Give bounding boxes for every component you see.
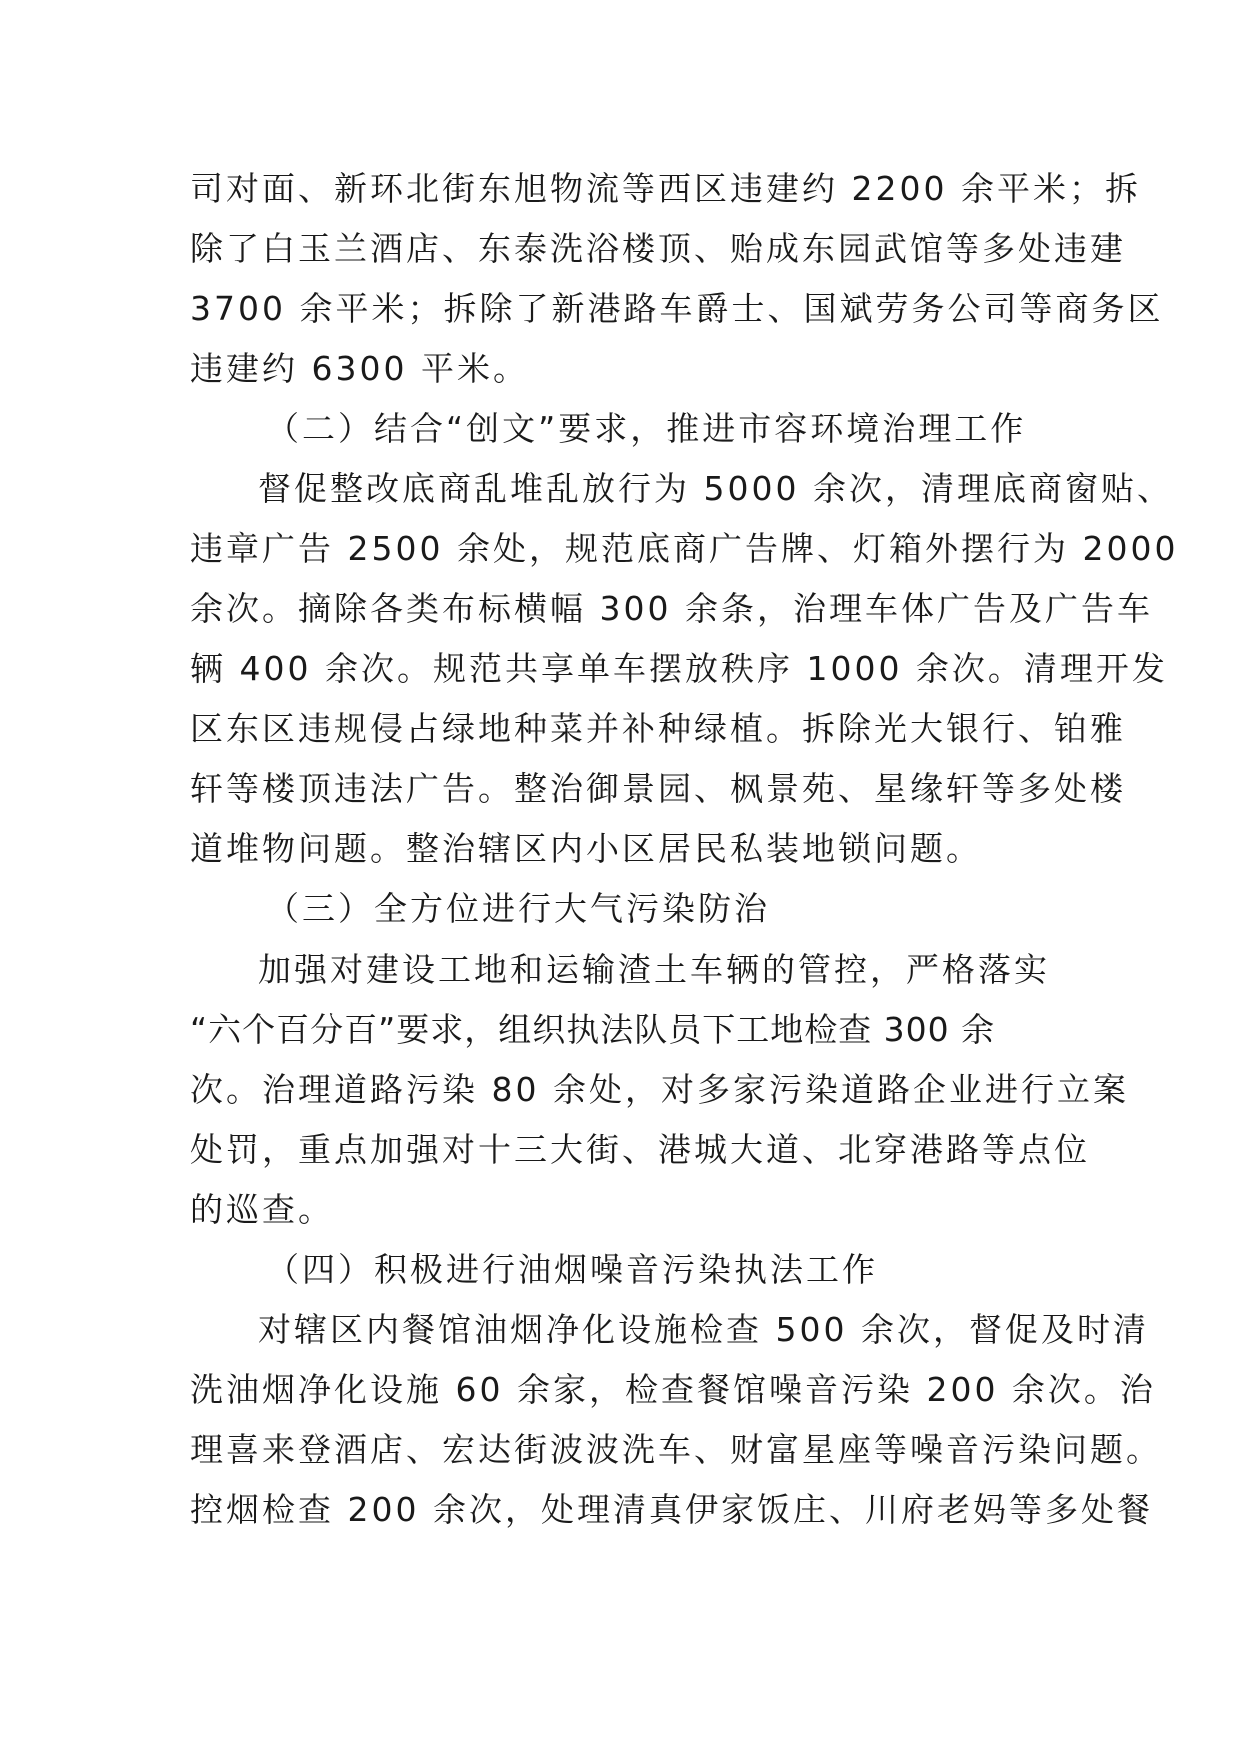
body-line: 违章广告 2500 余处，规范底商广告牌、灯箱外摆行为 2000 [190,529,1179,568]
body-line: 辆 400 余次。规范共享单车摆放秩序 1000 余次。清理开发 [190,649,1168,688]
body-line: 违建约 6300 平米。 [190,349,529,388]
body-line: 次。治理道路污染 80 余处，对多家污染道路企业进行立案 [190,1070,1129,1109]
body-line: 洗油烟净化设施 60 余家，检查餐馆噪音污染 200 余次。治 [190,1370,1156,1409]
body-line: 轩等楼顶违法广告。整治御景园、枫景苑、星缘轩等多处楼 [190,769,1126,808]
body-line: 处罚，重点加强对十三大街、港城大道、北穿港路等点位 [190,1130,1090,1169]
body-line: 的巡查。 [190,1190,334,1229]
body-line: 道堆物问题。整治辖区内小区居民私装地锁问题。 [190,829,982,868]
section-heading-3: （三）全方位进行大气污染防治 [266,889,770,928]
body-line: 除了白玉兰酒店、东泰洗浴楼顶、贻成东园武馆等多处违建 [190,229,1126,268]
body-line: 加强对建设工地和运输渣土车辆的管控，严格落实 [258,950,1050,989]
body-line: “六个百分百”要求，组织执法队员下工地检查 300 余 [190,1010,996,1049]
section-heading-4: （四）积极进行油烟噪音污染执法工作 [266,1250,878,1289]
section-heading-2: （二）结合“创文”要求，推进市容环境治理工作 [266,409,1027,448]
body-line: 区东区违规侵占绿地种菜并补种绿植。拆除光大银行、铂雅 [190,709,1126,748]
body-line: 余次。摘除各类布标横幅 300 余条，治理车体广告及广告车 [190,589,1153,628]
body-line: 控烟检查 200 余次，处理清真伊家饭庄、川府老妈等多处餐 [190,1490,1153,1529]
body-line: 理喜来登酒店、宏达街波波洗车、财富星座等噪音污染问题。 [190,1430,1162,1469]
body-line: 3700 余平米；拆除了新港路车爵士、国斌劳务公司等商务区 [190,289,1164,328]
body-line: 对辖区内餐馆油烟净化设施检查 500 余次，督促及时清 [258,1310,1149,1349]
body-line: 司对面、新环北街东旭物流等西区违建约 2200 余平米；拆 [190,169,1141,208]
body-line: 督促整改底商乱堆乱放行为 5000 余次，清理底商窗贴、 [258,469,1173,508]
